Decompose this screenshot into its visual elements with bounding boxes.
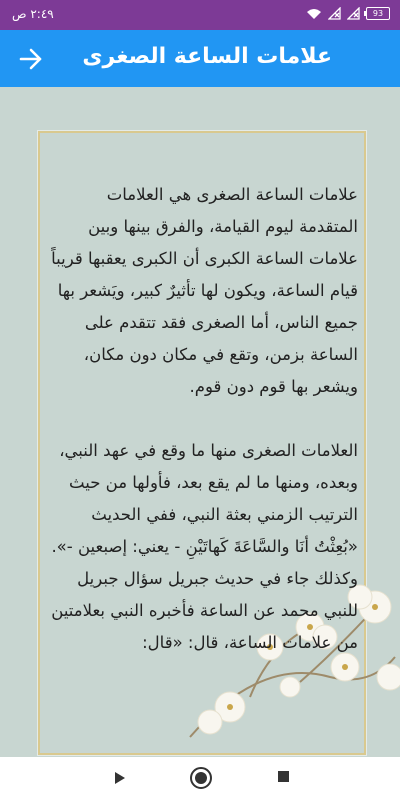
page-title: علامات الساعة الصغرى [82, 44, 332, 69]
status-bar [0, 0, 400, 30]
back-nav-button[interactable] [112, 767, 128, 789]
recents-nav-button[interactable] [276, 769, 292, 785]
status-icons [306, 7, 390, 20]
status-time: ٢:٤٩ ص [12, 7, 54, 21]
navigation-bar [0, 757, 400, 800]
paragraph-1: علامات الساعة الصغرى هي العلامات المتقدمة ليوم القيامة، والفرق بينها وبين علامات الساعة الكبرى أن الكبرى يعقبها قريباً قيام الساعة، ويكون لها تأثيرٌ كبير، ويَشعر بها جميع الناس، أما الصغرى فقد تتقدم على الساعة بزمن، وتقع في مكان دون مكان، ويشعر بها قوم دون قوم. [51, 185, 358, 396]
app-bar [0, 30, 400, 87]
home-nav-button[interactable] [188, 765, 214, 791]
article-content[interactable] [0, 87, 400, 757]
wifi-icon [306, 8, 322, 20]
no-signal-icon-2 [347, 7, 360, 20]
battery-icon: 93 [366, 7, 390, 20]
paragraph-2: العلامات الصغرى منها ما وقع في عهد النبي، وبعده، ومنها ما لم يقع بعد، فأولها من حيث الترتيب الزمني بعثة النبي، ففي الحديث «بُعِثْتُ أنَا والسَّاعَةَ كَهاتَيْنِ - يعني: إصبعين -». وكذلك جاء في حديث جبريل سؤال جبريل للنبي محمد عن الساعة فأخبره النبي بعلامتين من علامات الساعة، قال: «قال: [51, 441, 358, 652]
article-text [44, 179, 358, 691]
no-signal-icon [328, 7, 341, 20]
back-arrow-button[interactable] [16, 44, 46, 74]
arrow-right-icon [16, 44, 46, 74]
